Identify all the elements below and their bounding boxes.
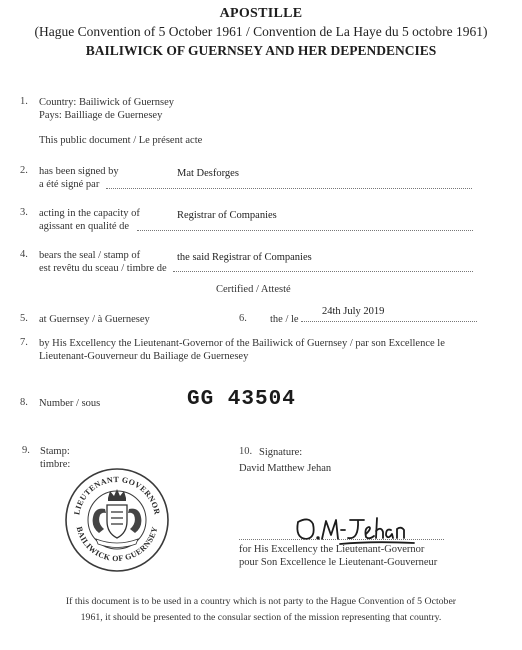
dotted-line — [301, 321, 477, 322]
apostille-number: GG 43504 — [187, 388, 296, 411]
capacity-label-fr: agissant en qualité de — [39, 221, 130, 232]
seal-label-en: bears the seal / stamp of — [39, 250, 141, 261]
item-number-2: 2. — [20, 165, 28, 176]
place-label: at Guernsey / à Guernesey — [39, 314, 150, 325]
document-title: APOSTILLE — [219, 6, 303, 21]
dotted-line — [173, 271, 473, 272]
footer-note-line-2: 1961, it should be presented to the consular section of the mission representing that country. — [80, 612, 442, 623]
seal-label-fr: est revêtu du sceau / timbre de — [39, 263, 167, 274]
seal-text-top: LIEUTENANT GOVERNOR — [72, 474, 162, 516]
jurisdiction-heading: BAILIWICK OF GUERNSEY AND HER DEPENDENCIES — [85, 43, 437, 58]
signature-for-en: for His Excellency the Lieutenant-Governor — [239, 544, 425, 555]
signed-by-value: Mat Desforges — [177, 168, 239, 179]
item-number-5: 5. — [20, 313, 28, 324]
dotted-line — [106, 188, 472, 189]
signatory-name: David Matthew Jehan — [239, 463, 332, 474]
capacity-value: Registrar of Companies — [177, 210, 277, 221]
country-label-en: Country: Bailiwick of Guernsey — [39, 97, 175, 108]
item-number-3: 3. — [20, 207, 28, 218]
stamp-label-fr: timbre: — [40, 459, 71, 470]
public-document-note: This public document / Le présent acte — [39, 135, 203, 146]
item-number-10: 10. — [239, 446, 253, 457]
signature-for-fr: pour Son Excellence le Lieutenant-Gouverneur — [239, 557, 438, 568]
handwritten-signature — [292, 508, 422, 548]
footer-note-line-1: If this document is to be used in a country which is not party to the Hague Convention of 5 October — [65, 596, 457, 607]
lieutenant-governor-seal — [64, 467, 170, 573]
capacity-label-en: acting in the capacity of — [39, 208, 140, 219]
item-number-6: 6. — [239, 313, 247, 324]
signature-label: Signature: — [259, 447, 303, 458]
date-value: 24th July 2019 — [322, 306, 385, 317]
authority-line-2: Lieutenant-Gouverneur du Bailiage de Guernesey — [39, 351, 249, 362]
item-number-7: 7. — [20, 337, 28, 348]
item-number-8: 8. — [20, 397, 28, 408]
seal-text-bottom: BAILIWICK OF GUERNSEY — [74, 525, 160, 564]
authority-line-1: by His Excellency the Lieutenant-Governor of the Bailiwick of Guernsey / par son Excellence le — [39, 338, 445, 349]
signature-line — [239, 539, 444, 540]
dotted-line — [137, 230, 473, 231]
seal-value: the said Registrar of Companies — [177, 252, 312, 263]
convention-subtitle: (Hague Convention of 5 October 1961 / Convention de La Haye du 5 octobre 1961) — [34, 24, 488, 39]
certified-heading: Certified / Attesté — [216, 284, 291, 295]
date-label: the / le — [270, 314, 299, 325]
stamp-label-en: Stamp: — [40, 446, 70, 457]
country-label-fr: Pays: Bailliage de Guernesey — [39, 110, 163, 121]
item-number-1: 1. — [20, 96, 28, 107]
signed-by-label-en: has been signed by — [39, 166, 119, 177]
number-label: Number / sous — [39, 398, 101, 409]
signed-by-label-fr: a été signé par — [39, 179, 100, 190]
item-number-9: 9. — [22, 445, 30, 456]
item-number-4: 4. — [20, 249, 28, 260]
